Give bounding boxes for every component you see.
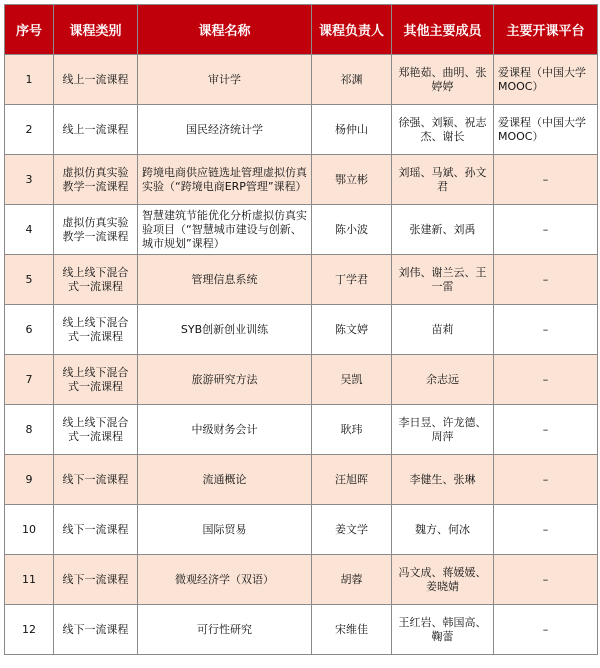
table-row — [5, 505, 598, 555]
cell-course-name: 中级财务会计 — [138, 405, 312, 455]
cell-category: 线下一流课程 — [54, 555, 138, 605]
cell-category: 线上线下混合式一流课程 — [54, 305, 138, 355]
cell-course-name: 国际贸易 — [138, 505, 312, 555]
cell-platform: – — [494, 255, 598, 305]
cell-no: 1 — [5, 55, 54, 105]
cell-leader: 胡蓉 — [312, 555, 392, 605]
cell-platform: – — [494, 205, 598, 255]
cell-members: 徐强、刘颖、祝志杰、谢长 — [392, 105, 494, 155]
cell-platform: – — [494, 555, 598, 605]
cell-members: 刘瑶、马斌、孙文君 — [392, 155, 494, 205]
cell-platform: – — [494, 405, 598, 455]
header-category: 课程类别 — [54, 5, 138, 55]
cell-course-name: 微观经济学（双语） — [138, 555, 312, 605]
cell-no: 6 — [5, 305, 54, 355]
cell-no: 3 — [5, 155, 54, 205]
cell-leader: 耿玮 — [312, 405, 392, 455]
table-row — [5, 455, 598, 505]
cell-course-name: SYB创新创业训练 — [138, 305, 312, 355]
cell-platform: – — [494, 455, 598, 505]
table-row — [5, 555, 598, 605]
cell-leader: 祁渊 — [312, 55, 392, 105]
cell-members: 魏方、何冰 — [392, 505, 494, 555]
header-platform: 主要开课平台 — [494, 5, 598, 55]
cell-platform: – — [494, 505, 598, 555]
course-table — [4, 4, 598, 655]
cell-leader: 杨仲山 — [312, 105, 392, 155]
cell-no: 2 — [5, 105, 54, 155]
cell-members: 王红岩、韩国高、鞠蕾 — [392, 605, 494, 655]
cell-no: 11 — [5, 555, 54, 605]
table-row — [5, 205, 598, 255]
table-row — [5, 155, 598, 205]
cell-course-name: 跨境电商供应链选址管理虚拟仿真实验（“跨境电商ERP管理”课程） — [138, 155, 312, 205]
table-row — [5, 305, 598, 355]
cell-category: 线下一流课程 — [54, 455, 138, 505]
table-row — [5, 105, 598, 155]
header-members: 其他主要成员 — [392, 5, 494, 55]
header-no: 序号 — [5, 5, 54, 55]
cell-category: 线上一流课程 — [54, 55, 138, 105]
cell-members: 苗莉 — [392, 305, 494, 355]
cell-leader: 姜文学 — [312, 505, 392, 555]
cell-category: 线上线下混合式一流课程 — [54, 405, 138, 455]
cell-category: 线下一流课程 — [54, 505, 138, 555]
cell-course-name: 流通概论 — [138, 455, 312, 505]
cell-course-name: 可行性研究 — [138, 605, 312, 655]
cell-no: 9 — [5, 455, 54, 505]
cell-platform: – — [494, 155, 598, 205]
cell-no: 5 — [5, 255, 54, 305]
cell-course-name: 旅游研究方法 — [138, 355, 312, 405]
cell-no: 10 — [5, 505, 54, 555]
cell-platform: – — [494, 355, 598, 405]
course-list-document — [4, 4, 598, 655]
cell-members: 郑艳茹、曲明、张婷婷 — [392, 55, 494, 105]
cell-members: 李日昱、许龙德、周萍 — [392, 405, 494, 455]
cell-platform: – — [494, 305, 598, 355]
cell-course-name: 国民经济统计学 — [138, 105, 312, 155]
cell-course-name: 管理信息系统 — [138, 255, 312, 305]
header-row — [5, 5, 598, 55]
cell-leader: 陈文婷 — [312, 305, 392, 355]
cell-no: 8 — [5, 405, 54, 455]
table-row — [5, 605, 598, 655]
cell-category: 线上线下混合式一流课程 — [54, 255, 138, 305]
table-row — [5, 255, 598, 305]
cell-platform: 爱课程（中国大学 MOOC） — [494, 105, 598, 155]
table-row — [5, 355, 598, 405]
cell-leader: 丁学君 — [312, 255, 392, 305]
cell-course-name: 智慧建筑节能优化分析虚拟仿真实验项目（“智慧城市建设与创新、城市规划”课程） — [138, 205, 312, 255]
cell-platform: – — [494, 605, 598, 655]
cell-members: 刘伟、谢兰云、王一雷 — [392, 255, 494, 305]
cell-platform: 爱课程（中国大学 MOOC） — [494, 55, 598, 105]
cell-category: 虚拟仿真实验教学一流课程 — [54, 205, 138, 255]
cell-no: 4 — [5, 205, 54, 255]
cell-leader: 吴凯 — [312, 355, 392, 405]
cell-category: 线上一流课程 — [54, 105, 138, 155]
cell-leader: 陈小波 — [312, 205, 392, 255]
table-row — [5, 55, 598, 105]
cell-no: 12 — [5, 605, 54, 655]
header-leader: 课程负责人 — [312, 5, 392, 55]
cell-no: 7 — [5, 355, 54, 405]
cell-leader: 汪旭晖 — [312, 455, 392, 505]
cell-leader: 鄂立彬 — [312, 155, 392, 205]
cell-category: 虚拟仿真实验教学一流课程 — [54, 155, 138, 205]
cell-members: 余志远 — [392, 355, 494, 405]
cell-category: 线下一流课程 — [54, 605, 138, 655]
cell-category: 线上线下混合式一流课程 — [54, 355, 138, 405]
header-course-name: 课程名称 — [138, 5, 312, 55]
cell-members: 冯文成、蒋媛媛、姜晓婧 — [392, 555, 494, 605]
cell-leader: 宋维佳 — [312, 605, 392, 655]
cell-members: 李健生、张琳 — [392, 455, 494, 505]
table-row — [5, 405, 598, 455]
cell-members: 张建新、刘禹 — [392, 205, 494, 255]
cell-course-name: 审计学 — [138, 55, 312, 105]
